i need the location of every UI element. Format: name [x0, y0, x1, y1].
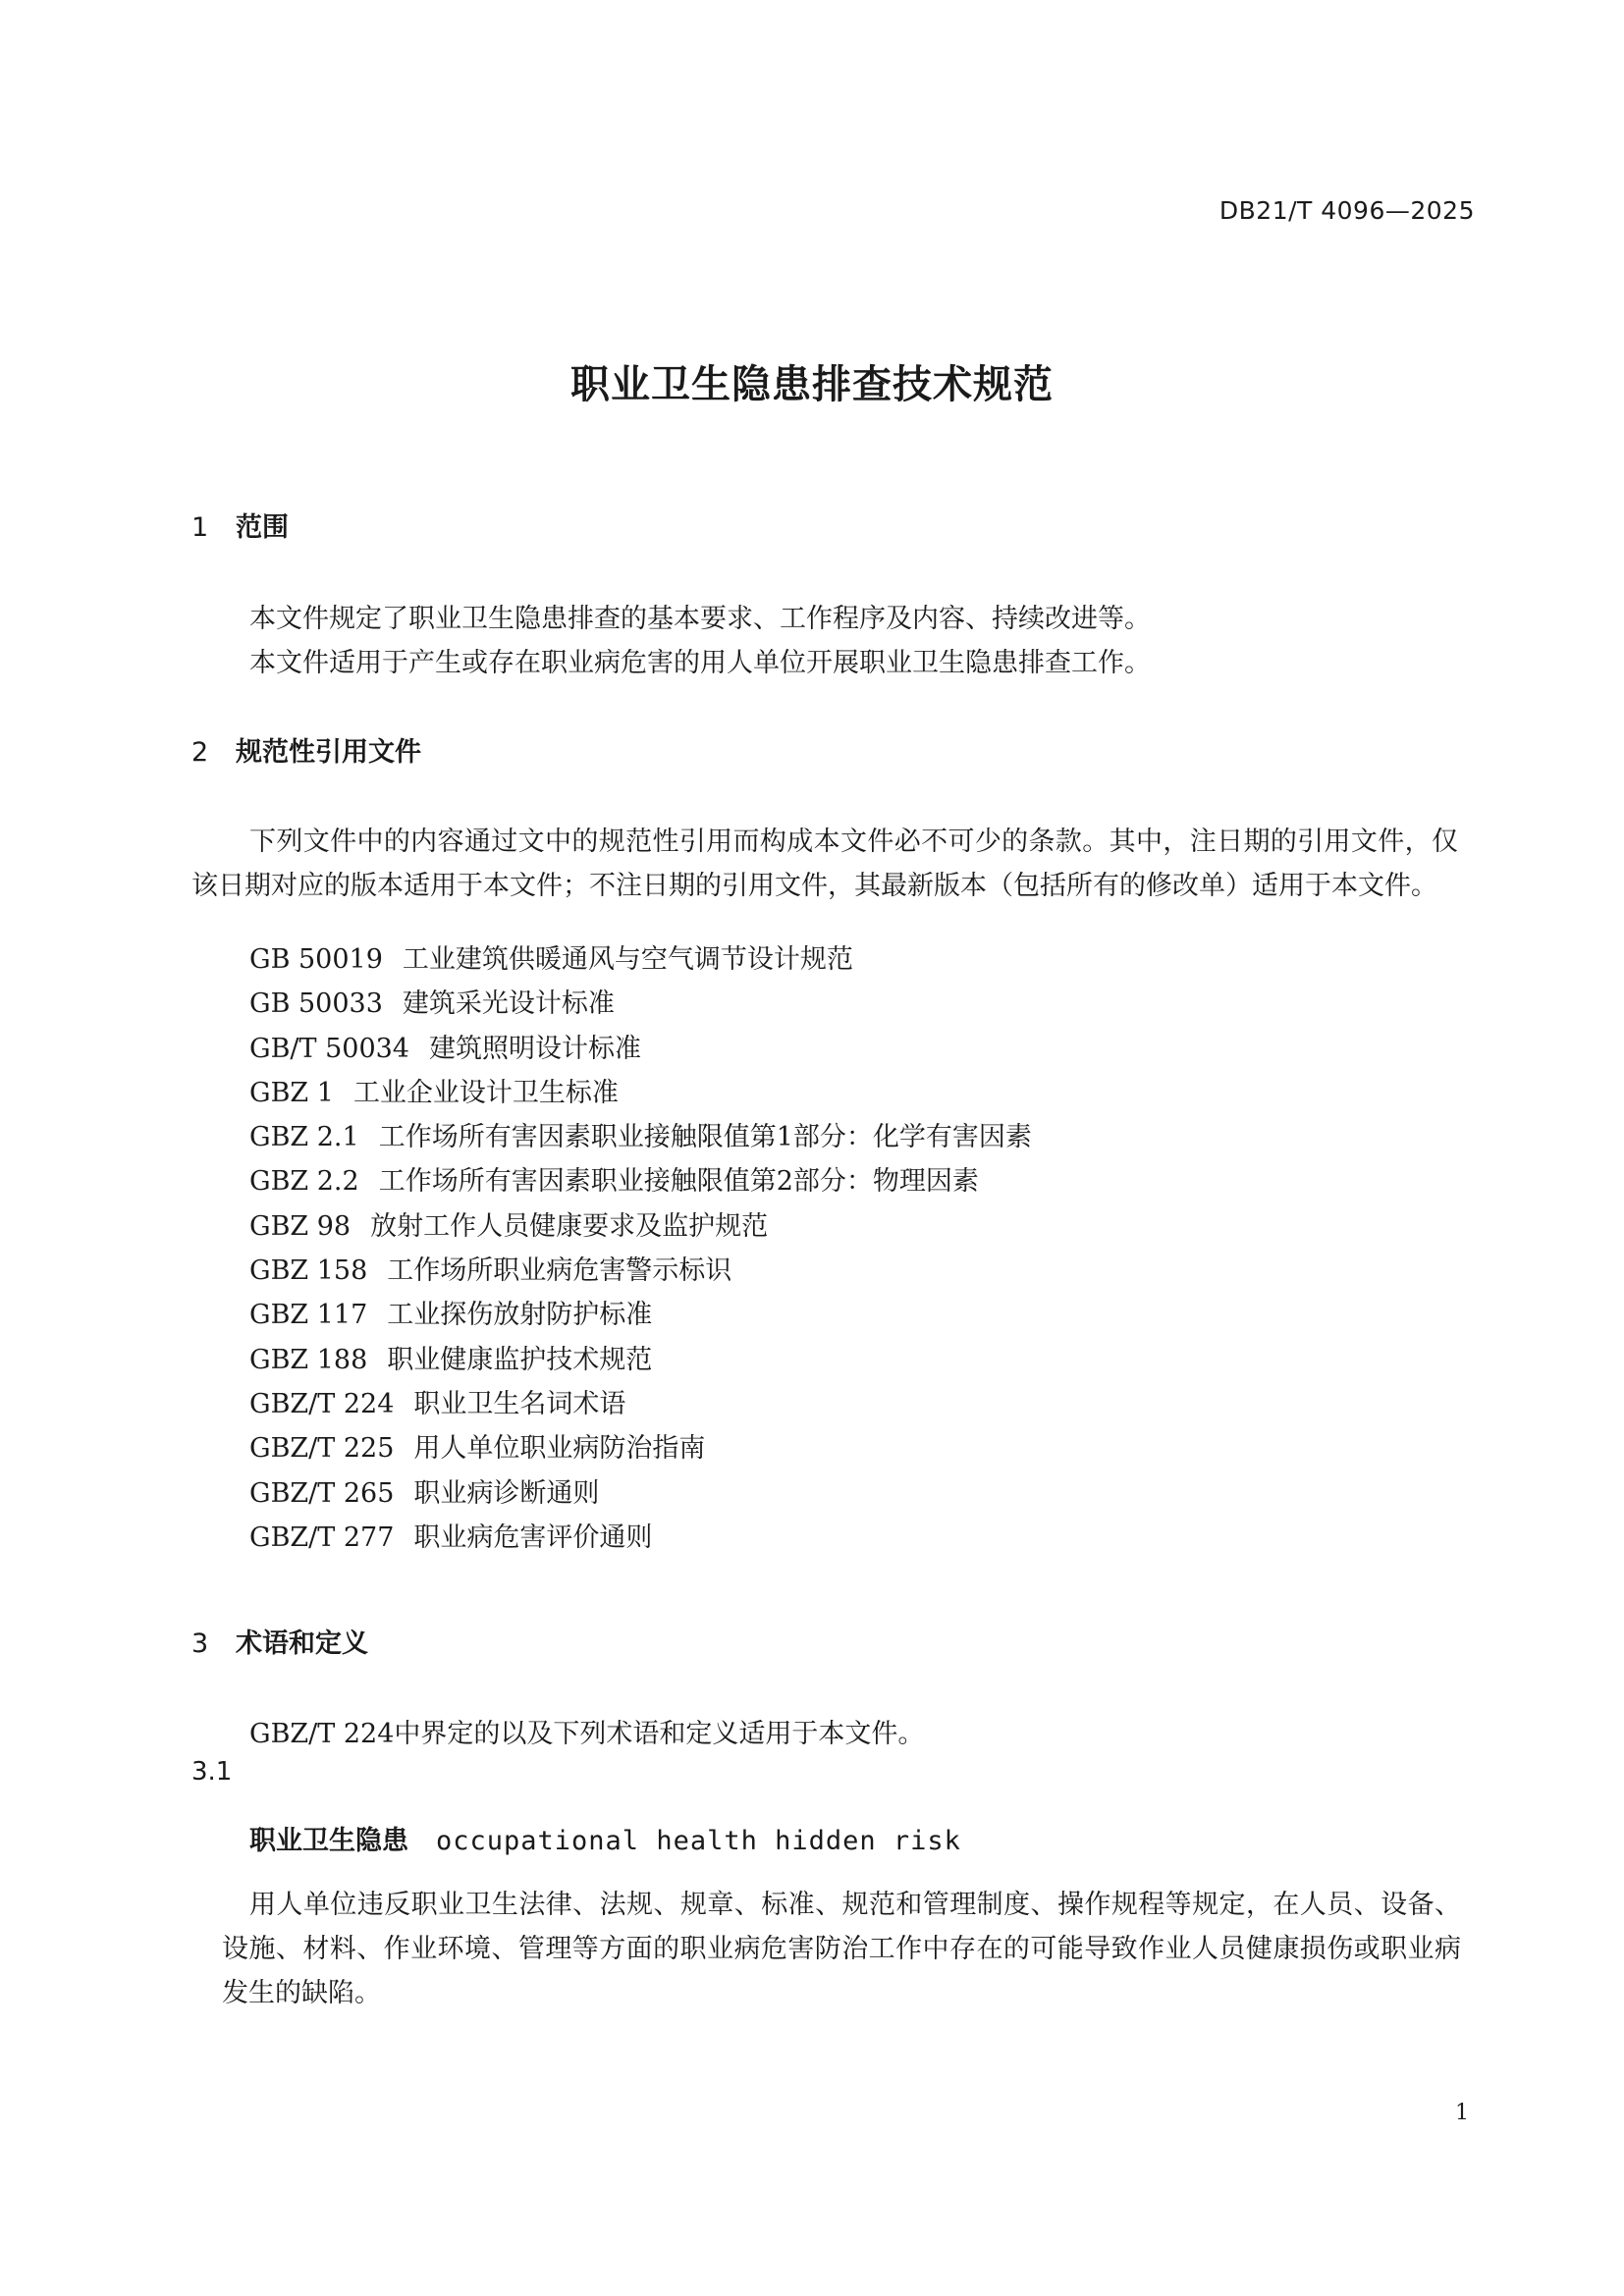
reference-code: GB/T 50034	[249, 1033, 409, 1064]
page-number: 1	[1455, 2101, 1469, 2125]
reference-code: GBZ/T 224	[249, 1388, 395, 1419]
document-code: DB21/T 4096—2025	[1218, 196, 1475, 225]
reference-item	[249, 1071, 1032, 1115]
reference-code: GBZ/T 265	[249, 1477, 395, 1509]
reference-title: 工作场所有害因素职业接触限值第1部分：化学有害因素	[378, 1122, 1032, 1153]
reference-title: 工作场所职业病危害警示标识	[387, 1255, 732, 1287]
term-number: 3.1	[191, 1757, 233, 1787]
reference-title: 职业卫生名词术语	[413, 1388, 626, 1419]
reference-title: 工业企业设计卫生标准	[352, 1077, 619, 1108]
reference-item	[249, 1293, 1032, 1337]
term-heading	[249, 1819, 961, 1857]
reference-code: GBZ 158	[249, 1255, 368, 1287]
reference-title: 工业建筑供暖通风与空气调节设计规范	[402, 944, 853, 975]
reference-item	[249, 982, 1032, 1026]
reference-title: 职业病危害评价通则	[413, 1522, 653, 1553]
reference-item	[249, 1471, 1032, 1516]
reference-title: 职业健康监护技术规范	[387, 1344, 653, 1375]
reference-code: GBZ 98	[249, 1210, 352, 1242]
reference-item	[249, 937, 1032, 982]
reference-code: GBZ 117	[249, 1300, 368, 1331]
reference-code: GBZ 188	[249, 1344, 368, 1375]
reference-title: 职业病诊断通则	[413, 1477, 600, 1509]
document-title: 职业卫生隐患排查技术规范	[570, 362, 1054, 407]
section-2-heading	[191, 730, 421, 769]
term-name-en: occupational health hidden risk	[436, 1826, 961, 1856]
reference-code: GB 50019	[249, 944, 383, 975]
section-1-heading	[191, 506, 289, 544]
section-2-intro: 下列文件中的内容通过文中的规范性引用而构成本文件必不可少的条款。其中，注日期的引用文件，仅该日期对应的版本适用于本文件；不注日期的引用文件，其最新版本（包括所有的修改单）适用于本文件。	[191, 827, 1458, 901]
reference-code: GBZ/T 225	[249, 1433, 395, 1465]
reference-title: 工作场所有害因素职业接触限值第2部分：物理因素	[378, 1166, 979, 1198]
reference-item	[249, 1382, 1032, 1426]
section-number: 2	[191, 737, 209, 768]
term-name-zh: 职业卫生隐患	[249, 1826, 408, 1856]
reference-code: GBZ 2.1	[249, 1122, 359, 1153]
section-title: 范围	[236, 512, 289, 543]
reference-item	[249, 1426, 1032, 1470]
reference-code: GB 50033	[249, 988, 383, 1020]
reference-list	[249, 937, 1032, 1560]
reference-item	[249, 1027, 1032, 1071]
reference-item	[249, 1249, 1032, 1293]
reference-title: 建筑照明设计标准	[429, 1033, 641, 1064]
reference-code: GBZ/T 277	[249, 1522, 395, 1553]
section-title: 规范性引用文件	[236, 737, 421, 768]
section-3-intro: GBZ/T 224中界定的以及下列术语和定义适用于本文件。	[249, 1719, 925, 1749]
reference-title: 用人单位职业病防治指南	[413, 1433, 706, 1465]
term-definition: 用人单位违反职业卫生法律、法规、规章、标准、规范和管理制度、操作规程等规定，在人员、设备、设施、材料、作业环境、管理等方面的职业病危害防治工作中存在的可能导致作业人员健康损伤或职业病发生的缺陷。	[222, 1890, 1461, 2008]
reference-code: GBZ 2.2	[249, 1166, 359, 1198]
reference-item	[249, 1204, 1032, 1249]
reference-title: 放射工作人员健康要求及监护规范	[370, 1210, 769, 1242]
section-number: 3	[191, 1629, 209, 1659]
reference-title: 工业探伤放射防护标准	[387, 1300, 653, 1331]
section-1-paragraph: 本文件适用于产生或存在职业病危害的用人单位开展职业卫生隐患排查工作。	[249, 648, 1151, 678]
reference-item	[249, 1159, 1032, 1203]
reference-item	[249, 1115, 1032, 1159]
reference-code: GBZ 1	[249, 1077, 334, 1108]
reference-item	[249, 1516, 1032, 1560]
section-1-paragraph: 本文件规定了职业卫生隐患排查的基本要求、工作程序及内容、持续改进等。	[249, 604, 1151, 634]
reference-item	[249, 1338, 1032, 1382]
section-number: 1	[191, 512, 209, 543]
reference-title: 建筑采光设计标准	[402, 988, 615, 1020]
section-3-heading	[191, 1622, 368, 1660]
section-title: 术语和定义	[236, 1629, 368, 1659]
